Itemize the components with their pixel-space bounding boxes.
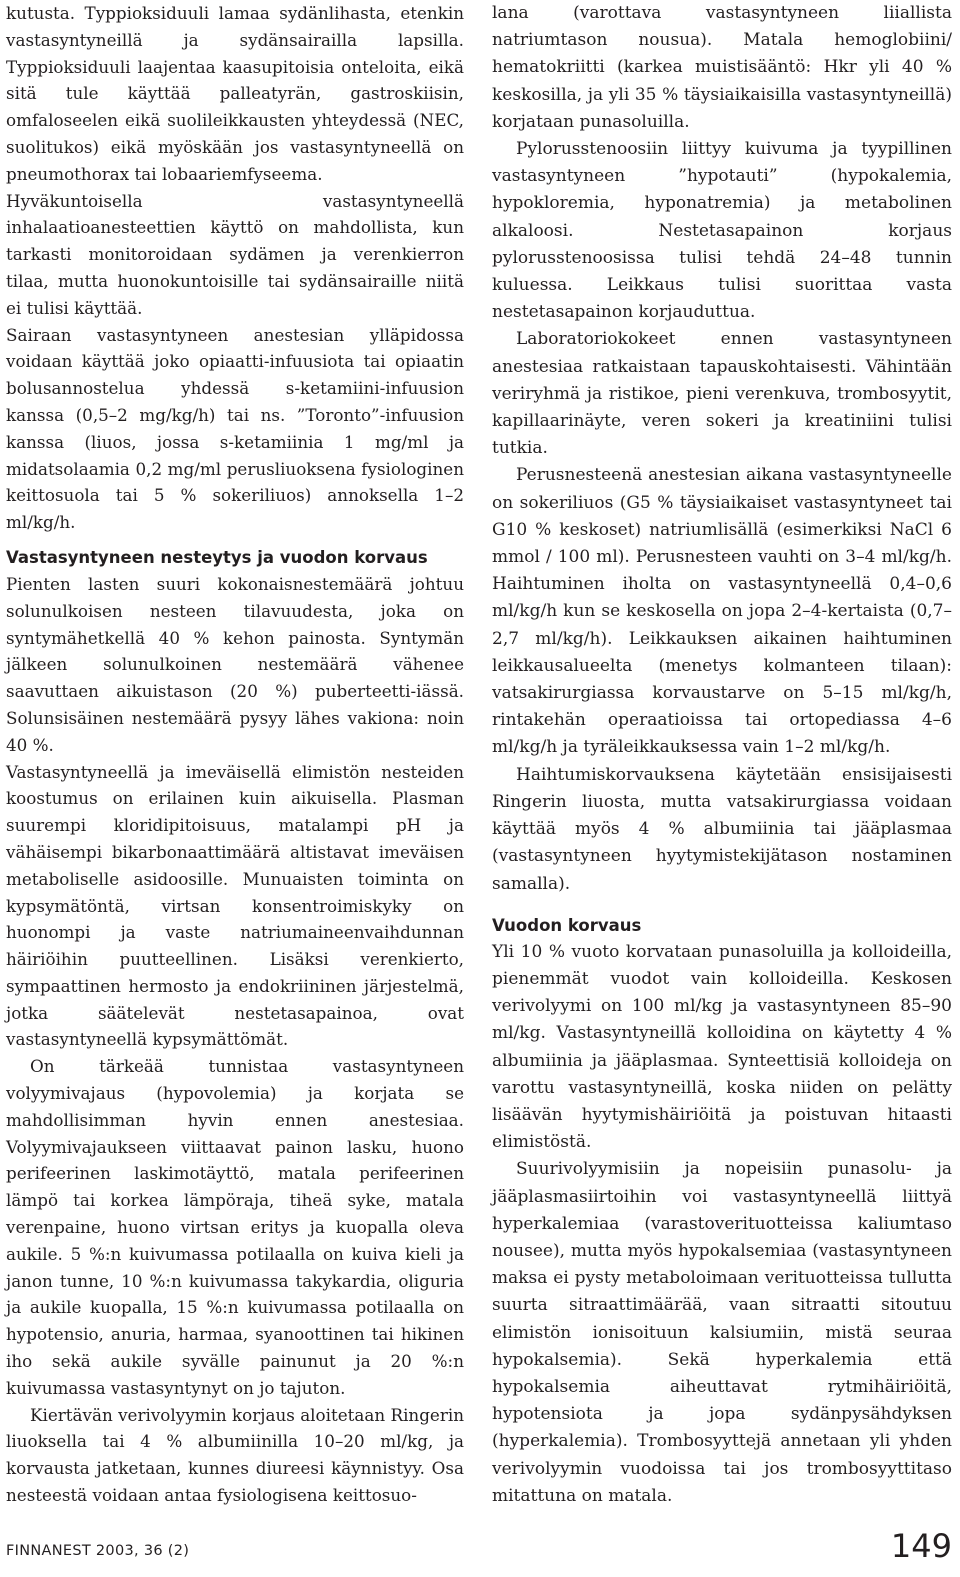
right-paragraph: Pylorusstenoosiin liittyy kuivuma ja tyypillinen vastasyntyneen ”hypotauti” (hypokalemia, hypokloremia, hyponatremia) ja metabolinen alkaloosi. Nestetasapainon korjaus pylorusstenoosissa tulisi tehdä 24–48 tunnin kuluessa. Leikkaus tulisi suorittaa vasta nestetasapainon korjauduttua.: [492, 139, 952, 323]
right-column: [492, 0, 952, 1510]
right-paragraph: Haihtumiskorvauksena käytetään ensisijaisesti Ringerin liuosta, mutta vatsakirurgiassa voidaan käyttää myös 4 % albumiinia tai jääplasmaa (vastasyntyneen hyytymistekijätason nostaminen samalla).: [492, 764, 952, 894]
right-paragraph: Laboratoriokokeet ennen vastasyntyneen anestesiaa ratkaistaan tapauskohtaisesti. Vähintään veriryhmä ja ristikoe, pieni verenkuva, trombosyytit, kapillaarinäyte, veren sokeri ja kreatiniini tulisi tutkia.: [492, 329, 952, 459]
journal-citation: FINNANEST 2003, 36 (2): [6, 1543, 190, 1559]
page-number: 149: [890, 1527, 952, 1565]
right-paragraph: Perusnesteenä anestesian aikana vastasyntyneelle on sokeriliuos (G5 % täysiaikaiset vastasyntyneet tai G10 % keskoset) natriumlisällä (esimerkiksi NaCl 6 mmol / 100 ml). Perusnesteen vauhti on 3–4 ml/kg/h. Haihtuminen iholta on vastasyntyneellä 0,4–0,6 ml/kg/h kun se keskosella on jopa 2–4-kertaista (0,7–2,7 ml/kg/h). Leikkauksen aikainen haihtuminen leikkausalueelta (menetys kolmanteen tilaan): vatsakirurgiassa korvaustarve on 5–15 ml/kg/h, rintakehän operaatioissa tai ortopediassa 4–6 ml/kg/h ja tyräleikkauksessa vain 1–2 ml/kg/h.: [492, 465, 952, 758]
right-paragraph: Yli 10 % vuoto korvataan punasoluilla ja kolloideilla, pienemmät vuodot vain kolloideilla. Keskosen verivolyymi on 100 ml/kg ja vastasyntyneen 85–90 ml/kg. Vastasyntyneillä kolloidina on käytetty 4 % albumiinia ja jääplasmaa. Synteettisiä kolloideja on varottu vastasyntyneillä, koska niiden on pelätty lisäävän hyytymishäiriöitä ja poistuvan hitaasti elimistöstä.: [492, 941, 952, 1153]
left-paragraph: Sairaan vastasyntyneen anestesian ylläpidossa voidaan käyttää joko opiaatti-infuusiota tai opiaatin bolusannostelua yhdessä s-ketamiini-infuusion kanssa (0,5–2 mg/kg/h) tai ns. ”Toronto”-infuusion kanssa (liuos, jossa s-ketamiinia 1 mg/ml ja midatsolaamia 0,2 mg/ml perusliuoksena fysiologinen keittosuola tai 5 % sokeriliuos) annoksella 1–2 ml/kg/h.: [6, 324, 464, 533]
right-paragraph: Suurivolyymisiin ja nopeisiin punasolu- ja jääplasmasiirtoihin voi vastasyntyneellä liittyä hyperkalemiaa (varastoverituotteissa kaliumtaso nousee), mutta myös hypokalsemiaa (vastasyntyneen maksa ei pysty metaboloimaan verituotteissa tullutta suurta sitraattimäärää, vaan sitraatti sitoutuu elimistön ionisoituun kalsiumiin, mistä seuraa hypokalsemia). Sekä hyperkalemia että hypokalsemia aiheuttavat rytmihäiriöitä, hypotensiota ja jopa sydänpysähdyksen (hyperkalemia). Trombosyyttejä annetaan yli yhden verivolyymin vuodoissa tai jos trombosyyttitaso mitattuna on matala.: [492, 1159, 952, 1506]
section-heading: Vastasyntyneen nesteytys ja vuodon korvaus: [6, 547, 428, 567]
left-column: [6, 0, 464, 1509]
left-paragraph: Kiertävän verivolyymin korjaus aloitetaan Ringerin liuoksella tai 4 % albumiinilla 10–20 ml/kg, ja korvausta jatketaan, kunnes diureesi käynnistyy. Osa nesteestä voidaan antaa fysiologisena keittosuo-: [6, 1404, 464, 1506]
left-paragraph: On tärkeää tunnistaa vastasyntyneen volyymivajaus (hypovolemia) ja korjata se mahdollisimman hyvin ennen anestesiaa. Volyymivajaukseen viittaavat painon lasku, huono perifeerinen laskimotäyttö, matala perifeerinen lämpö tai korkea lämpöraja, tiheä syke, matala verenpaine, huono virtsan eritys ja kuopalla oleva aukile. 5 %:n kuivumassa potilaalla on kuiva kieli ja janon tunne, 10 %:n kuivumassa takykardia, oliguria ja aukile kuopalla, 15 %:n kuivumassa potilaalla on hypotensio, anuria, harmaa, syanoottinen tai hikinen iho sekä aukile syvälle painunut ja 20 %:n kuivumassa vastasyntynyt on jo tajuton.: [6, 1056, 464, 1398]
left-paragraph: Vastasyntyneellä ja imeväisellä elimistön nesteiden koostumus on erilainen kuin aikuisella. Plasman suurempi kloridipitoisuus, matalampi pH ja vähäisempi bikarbonaattimäärä altistavat imeväisen metaboliselle asidoosille. Munuaisten toiminta on kypsymätöntä, virtsan konsentroimiskyky on huonompi ja vaste natriumaineenvaihdunnan häiriöihin puutteellinen. Lisäksi verenkierto, sympaattinen hermosto ja endokriininen järjestelmä, jotka säätelevät nestetasapainoa, ovat vastasyntyneellä kypsymättömät.: [6, 761, 464, 1050]
left-paragraph: Pienten lasten suuri kokonaisnestemäärä johtuu solunulkoisen nesteen tilavuudesta, joka on syntymähetkellä 40 % kehon painosta. Syntymän jälkeen solunulkoinen nestemäärä vähenee saavuttaen aikuistason (20 %) puberteetti-iässä. Solunsisäinen nestemäärä pysyy lähes vakiona: noin 40 %.: [6, 573, 464, 755]
left-paragraph: Hyväkuntoisella vastasyntyneellä inhalaatioanesteettien käyttö on mahdollista, kun tarkasti monitoroidaan sydämen ja verenkierron tilaa, mutta huonokuntoisille tai sydänsairaille niitä ei tulisi käyttää.: [6, 190, 464, 318]
section-heading: Vuodon korvaus: [492, 915, 642, 935]
right-paragraph: lana (varottava vastasyntyneen liiallista natriumtason nousua). Matala hemoglobiini/ hematokriitti (karkea muistisääntö: Hkr yli 40 % keskosilla, ja yli 35 % täysiaikaisilla vastasyntyneillä) korjataan punasoluilla.: [492, 3, 952, 132]
left-paragraph: kutusta. Typpioksiduuli lamaa sydänlihasta, etenkin vastasyntyneillä ja sydänsairailla lapsilla. Typpioksiduuli laajentaa kaasupitoisia onteloita, eikä sitä tule käyttää palleatyrän, gastroskiisin, omfaloseelen eikä suolileikkausten yhteydessä (NEC, suolitukos) eikä myöskään jos vastasyntyneellä on pneumothorax tai lobaariemfyseema.: [6, 3, 464, 184]
